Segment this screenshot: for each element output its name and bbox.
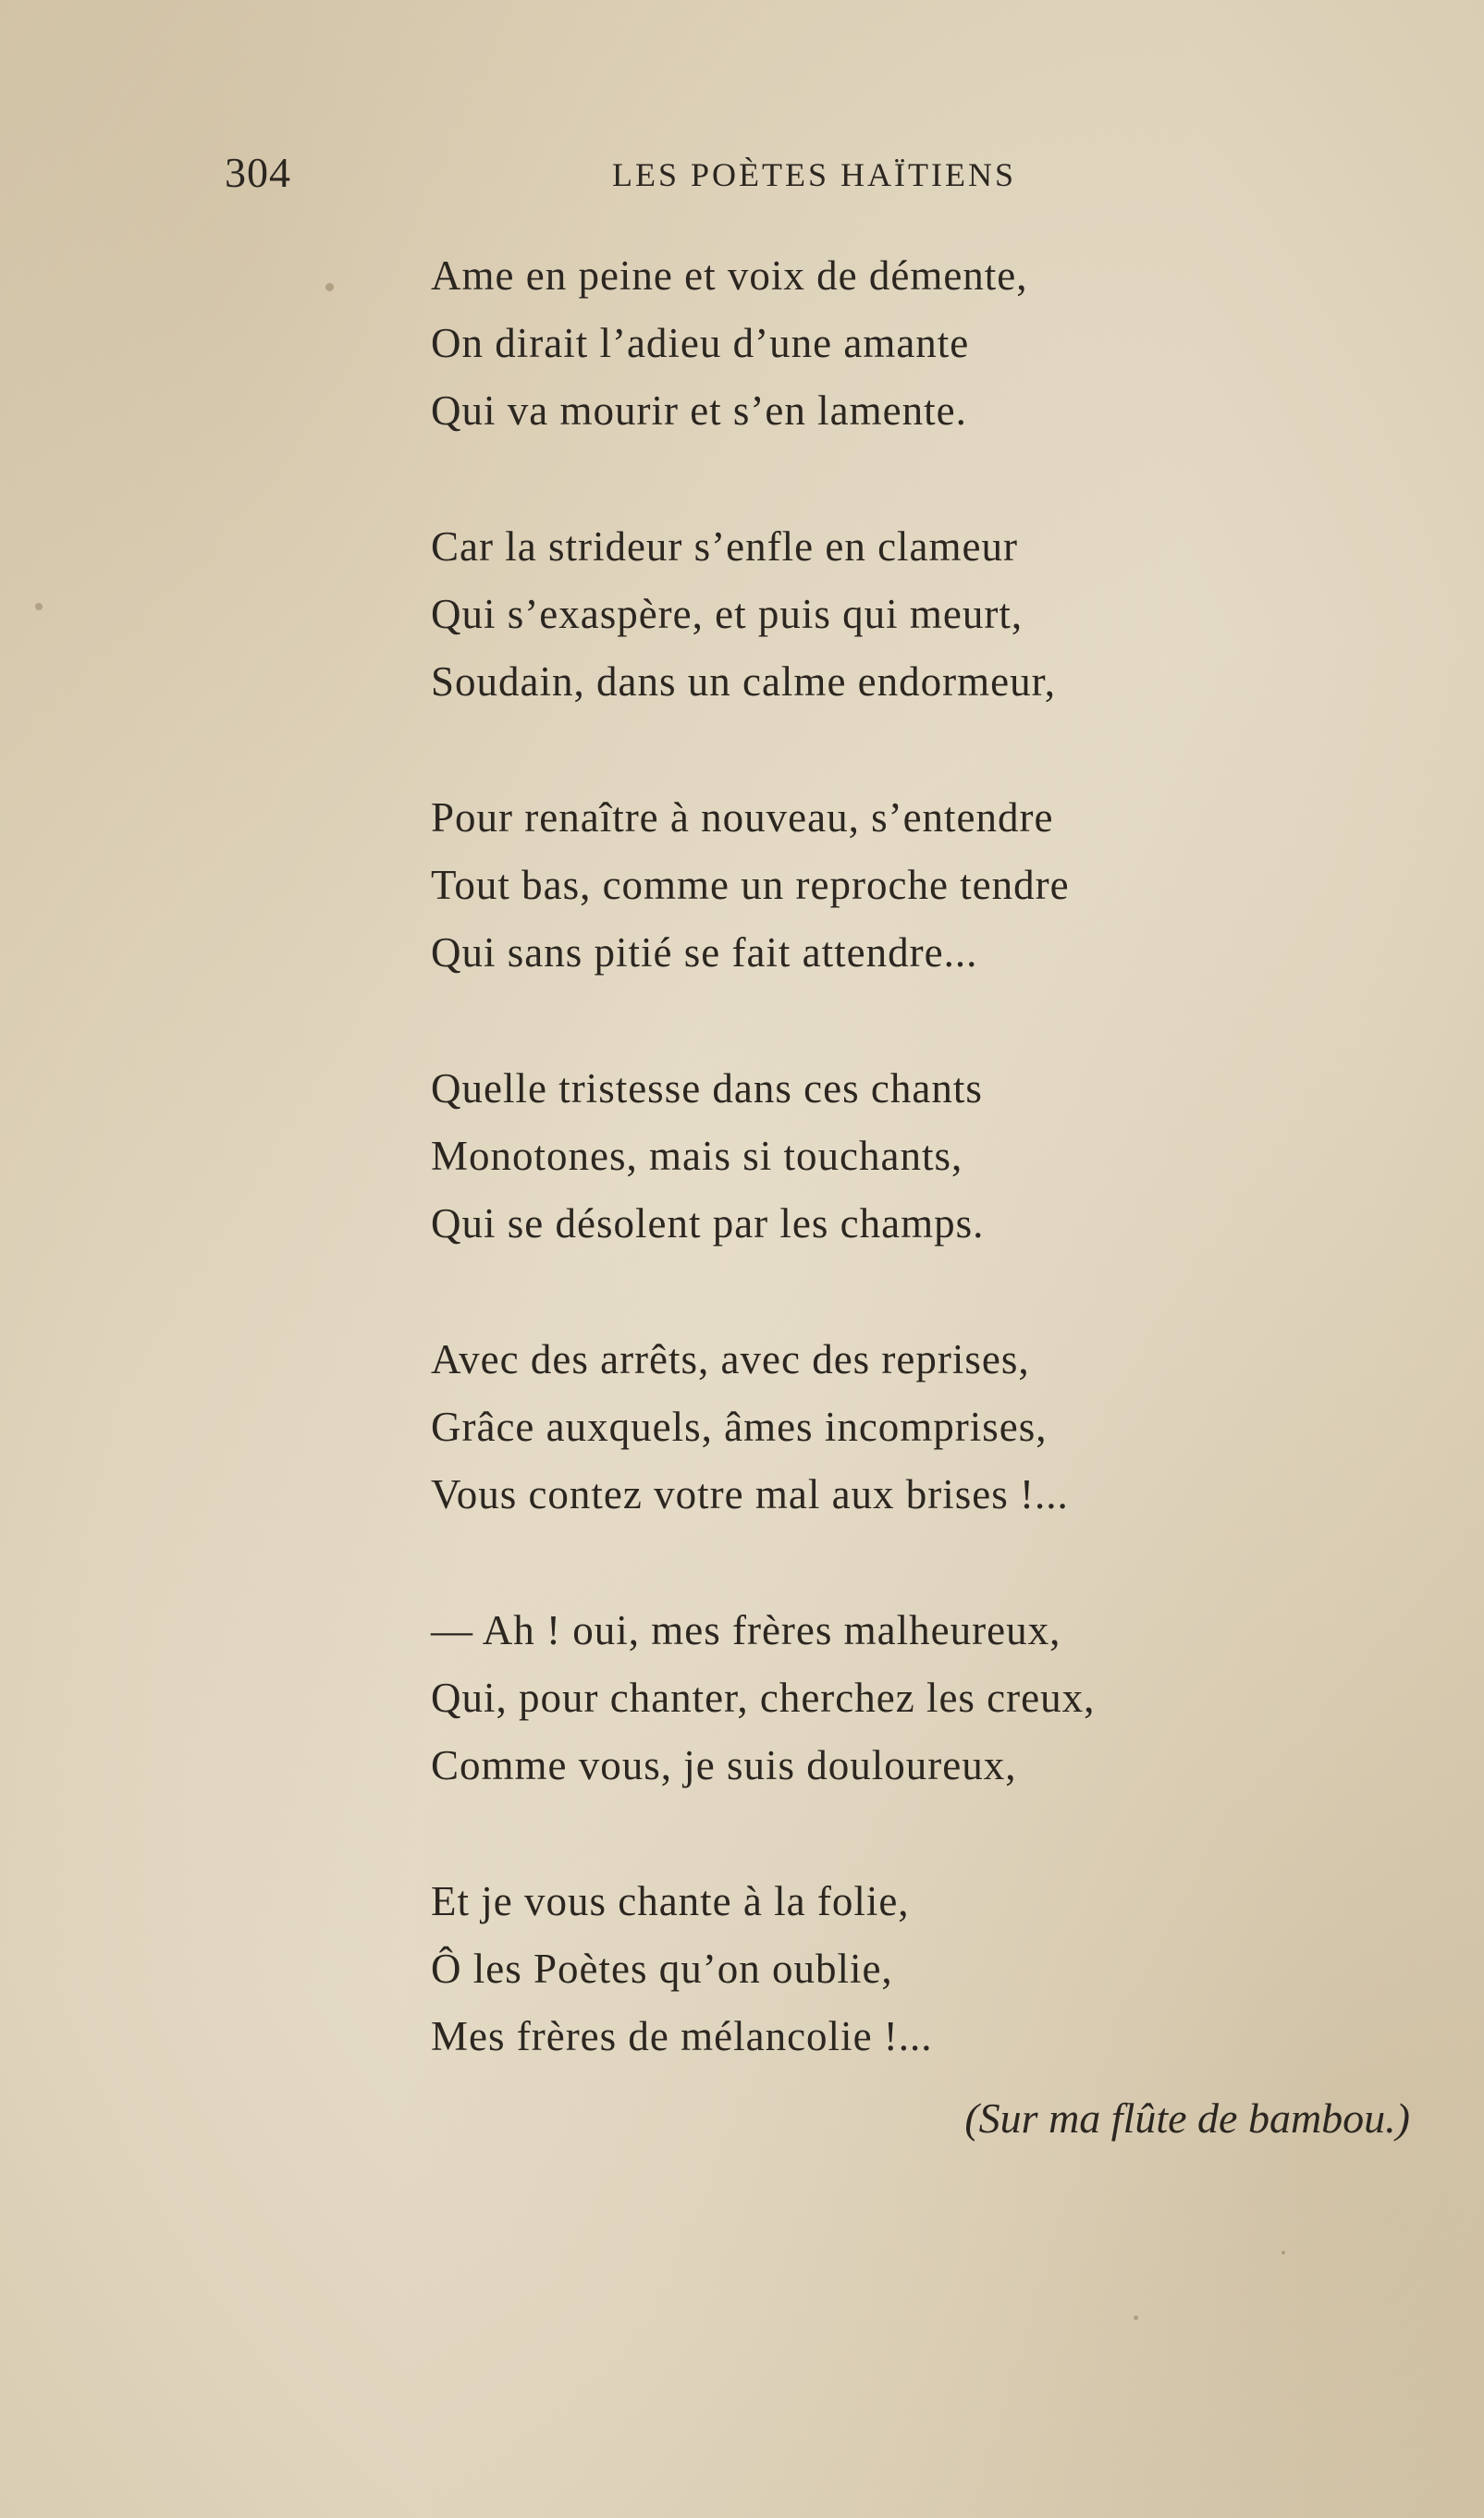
poem-line: Ô les Poètes qu’on oublie, bbox=[431, 1946, 893, 1992]
poem-line: Qui se désolent par les champs. bbox=[431, 1200, 985, 1247]
poem-line: Soudain, dans un calme endormeur, bbox=[431, 658, 1057, 705]
stanza bbox=[431, 242, 1411, 445]
poem-line: On dirait l’adieu d’une amante bbox=[431, 320, 970, 366]
paper-speck bbox=[1134, 2315, 1138, 2320]
poem bbox=[431, 242, 1411, 2139]
stanza bbox=[431, 1597, 1411, 1799]
stanza bbox=[431, 1868, 1411, 2070]
poem-line: Avec des arrêts, avec des reprises, bbox=[431, 1336, 1030, 1382]
running-title: LES POÈTES HAÏTIENS bbox=[612, 156, 1016, 193]
paper-speck bbox=[1282, 2251, 1285, 2254]
poem-line: Quelle tristesse dans ces chants bbox=[431, 1065, 983, 1112]
poem-line: Monotones, mais si touchants, bbox=[431, 1133, 963, 1179]
poem-line: Pour renaître à nouveau, s’entendre bbox=[431, 794, 1054, 841]
paper-speck bbox=[35, 603, 43, 610]
stanza bbox=[431, 1055, 1411, 1258]
poem-line: Vous contez votre mal aux brises !... bbox=[431, 1471, 1069, 1517]
poem-line: Qui va mourir et s’en lamente. bbox=[431, 387, 967, 434]
poem-line: — Ah ! oui, mes frères malheureux, bbox=[431, 1607, 1061, 1653]
attribution: (Sur ma flûte de bambou.) bbox=[964, 2094, 1410, 2142]
poem-line: Car la strideur s’enfle en clameur bbox=[431, 523, 1018, 570]
poem-line: Comme vous, je suis douloureux, bbox=[431, 1742, 1017, 1788]
poem-line: Tout bas, comme un reproche tendre bbox=[431, 862, 1070, 908]
poem-line: Ame en peine et voix de démente, bbox=[431, 252, 1028, 299]
poem-line: Et je vous chante à la folie, bbox=[431, 1878, 910, 1924]
paper-speck bbox=[325, 283, 334, 291]
poem-line: Mes frères de mélancolie !... bbox=[431, 2013, 933, 2059]
stanza bbox=[431, 513, 1411, 716]
stanza bbox=[431, 784, 1411, 987]
stanza bbox=[431, 1326, 1411, 1529]
page-number: 304 bbox=[225, 149, 291, 196]
poem-line: Qui sans pitié se fait attendre... bbox=[431, 929, 978, 976]
poem-line: Qui, pour chanter, cherchez les creux, bbox=[431, 1675, 1096, 1721]
poem-line: Qui s’exaspère, et puis qui meurt, bbox=[431, 591, 1024, 637]
poem-line: Grâce auxquels, âmes incomprises, bbox=[431, 1404, 1048, 1450]
